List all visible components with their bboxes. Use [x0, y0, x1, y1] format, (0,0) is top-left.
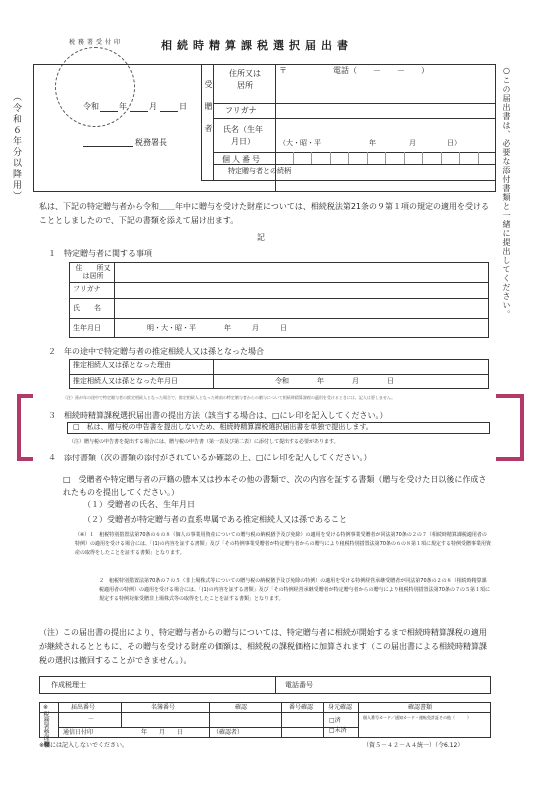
office-r2b: 年 月 日	[141, 729, 184, 736]
section3-option[interactable]: □ 私は、贈与税の申告書を提出しないため、相続時精算課税選択届出書を単独で提出します。	[73, 423, 373, 431]
date-year: 年	[119, 102, 127, 111]
intro-text: 私は、下記の特定贈与者から令和＿＿年中に贈与を受けた財産については、相続税法第21条の９第１項の規定の適用を受けることとしましたので、下記の書類を添えて届け出ます。	[39, 202, 490, 225]
form-paper: 税務署受付印 相続時精算課税選択届出書 令和 年 月 日 税務署長 受贈者 住所又は居所 〒 電話（ － － ） フリガナ 氏名（生年月日） （大・昭・平 年 月 日） 個人番号 特定贈与者との続柄 私は、下記の特定贈与者から令和＿＿年中に贈与を受けた財産については、相続税法第21条の９第１項の規定の適用を受けることとしましたので、下記の書類を添えて届け出ます。 記 １ 特定贈与者に関する事項 住 所又は居所 フリガナ 氏 名 生年月日 明・大・昭・平 年 月 日 ２ 年の途中で特定贈与者の推定相続人又は孫となった場合 推定相続人又は孫となった理由 推定相続人又は孫となった年月日 令和 年 月 日 （注）孫が年の途中で特定贈与者の推定相続人となった場合で、推定相続人となった時前の特定贈与者からの贈与について相続時精算課税の適用を受けるときには、記入は要しません。 ３ 相続時精算課税選択届出書の提出方法（該当する場合は、□にレ印を記入してください。） □ 私は、贈与税の申告書を提出しないため、相続時精算課税選択届出書を単独で提出します。 （注）贈与税の申告書を提出する場合には、贈与税の申告書（第一表及び第二表）に添付して提出する必要があります。 ４ 添付書類（次の書類の添付がされているか確認の上、□にレ印を記入してください。） □ 受贈者や特定贈与者の戸籍の謄本又は抄本その他の書類で、次の内容を証する書類（贈与を受けた日以後に作成されたものを提出してください。） （１）受贈者の氏名、生年月日 （２）受贈者が特定贈与者の直系卑属である推定相続人又は孫であること （※）１ 租税特別措置法第70条の６の８（個人の事業用資産についての贈与税の納税猶予及び免除）の適用を受ける特例事業受贈者が同法第70条の２の７（相続時精算課税適用者の特例）の適用を受ける場合には、「(1)の内容を証する書類」及び「その特例事業受贈者が特定贈与者からの贈与により租税特別措置法第70条の６の８第１項に規定する特例受贈事業用資産の取得をしたことを証する書類」となります。 ２ 租税特別措置法第70条の７の５（非上場株式等についての贈与税の納税猶予及び免除の特例）の適用を受ける特例経営承継受贈者が同法第70条の２の８（相続時精算課税適用者の特例）の適用を受ける場合には、「(1)の内容を証する書類」及び「その特例経営承継受贈者が特定贈与者からの贈与により租税特別措置法第70条の７の５第１項に規定する特例対象受贈非上場株式等の取得をしたことを証する書類」となります。 （注）この届出書の提出により、特定贈与者からの贈与については、特定贈与者に相続が開始するまで相続時精算課税の適用が継続されるとともに、その贈与を受ける財産の価額は、相続税の課税価格に加算されます（この届出書による相続時精算課税の選択は撤回することができません。）。 作成税理士 電話番号 ※税務署整理欄 届出番号 名簿番号 確認 番号確認 身元確認 確認書類 － 通信日付印 年 月 日 （確認者） □済 □未済 個人番号カード／通知カード・運転免許証その他（ ） ※欄には記入しないでください。 （資５－４２－Ａ４統一）（令6.12）	[33, 28, 496, 793]
date-month: 月	[149, 102, 157, 111]
recipient-group-label: 受贈者	[204, 80, 213, 146]
section4-note2: ２ 租税特別措置法第70条の７の５（非上場株式等についての贈与税の納税猶予及び免除の特例）の適用を受ける特例経営承継受贈者が同法第70条の２の８（相続時精算課税適用者の特例）の適用を受ける場合には、「(1)の内容を証する書類」及び「その特例経営承継受贈者が特定贈与者からの贈与により租税特別措置法第70条の７の５第１項に規定する特例対象受贈非上場株式等の取得をしたことを証する書類」となります。	[99, 578, 490, 602]
tax-office-label: 税務署長	[135, 138, 167, 147]
section2-title: ２ 年の途中で特定贈与者の推定相続人又は孫となった場合	[48, 347, 264, 356]
preparer-label: 作成税理士	[51, 681, 86, 689]
right-margin-text: ○この届出書は、必要な添付書類と一緒に提出してください。	[502, 66, 511, 319]
office-check1[interactable]: □済	[329, 717, 341, 724]
individual-number-cells[interactable]	[275, 152, 496, 164]
address-label: 住所又は居所	[229, 69, 261, 90]
date-era: 令和	[83, 102, 99, 111]
s1-birth-value: 明・大・昭・平 年 月 日	[147, 324, 287, 332]
office-doc-note: 個人番号カード／通知カード・運転免許証その他（ ）	[363, 715, 471, 720]
furigana-label: フリガナ	[225, 106, 257, 115]
section1-title: １ 特定贈与者に関する事項	[48, 249, 152, 258]
s1-furigana-label: フリガナ	[73, 285, 101, 293]
footer-left: ※欄には記入しないでください。	[39, 742, 129, 749]
left-margin-text: （令和６年分以降用）	[11, 92, 21, 202]
office-dash: －	[88, 716, 95, 723]
office-h4: 番号確認	[289, 704, 314, 711]
section3-note: （注）贈与税の申告書を提出する場合には、贈与税の申告書（第一表及び第二表）に添付して提出する必要があります。	[69, 439, 339, 445]
office-h1: 届出番号	[71, 704, 96, 711]
office-side-label: ※税務署整理欄	[42, 704, 49, 747]
relation-label: 特定贈与者との続柄	[228, 167, 291, 175]
office-h6: 確認書類	[408, 704, 433, 711]
s1-birth-label: 生年月日	[73, 324, 101, 332]
office-h3: 確認	[235, 704, 248, 711]
section4-item1: （１）受贈者の氏名、生年月日	[83, 500, 195, 509]
s1-name-label: 氏 名	[73, 304, 101, 312]
s2-reason-label: 推定相続人又は孫となった理由	[73, 361, 171, 369]
office-h5: 身元確認	[328, 704, 353, 711]
form-title: 相続時精算課税選択届出書	[161, 39, 353, 52]
recipient-name-label: 氏名（生年月日）	[223, 125, 263, 146]
section4-check[interactable]: □ 受贈者や特定贈与者の戸籍の謄本又は抄本その他の書類で、次の内容を証する書類（贈与を受けた日以後に作成されたものを提出してください。）	[63, 475, 487, 497]
section4-item2: （２）受贈者が特定贈与者の直系卑属である推定相続人又は孫であること	[83, 515, 347, 524]
date-day: 日	[179, 102, 187, 111]
phone-label: 電話（ － － ）	[333, 66, 429, 75]
final-note: （注）この届出書の提出により、特定贈与者からの贈与については、特定贈与者に相続が開始するまで相続時精算課税の適用が継続されるとともに、その贈与を受ける財産の価額は、相続税の課税価格に加算されます（この届出書による相続時精算課税の選択は撤回することができません。）。	[39, 628, 487, 665]
section4-note1: （※）１ 租税特別措置法第70条の６の８（個人の事業用資産についての贈与税の納税猶予及び免除）の適用を受ける特例事業受贈者が同法第70条の２の７（相続時精算課税適用者の特例）の適用を受ける場合には、「(1)の内容を証する書類」及び「その特例事業受贈者が特定贈与者からの贈与により租税特別措置法第70条の６の８第１項に規定する特例受贈事業用資産の取得をしたことを証する書類」となります。	[75, 532, 491, 556]
office-h2: 名簿番号	[151, 704, 176, 711]
preparer-row	[39, 676, 491, 694]
preparer-phone-label: 電話番号	[285, 681, 313, 689]
section3-title: ３ 相続時精算課税選択届出書の提出方法（該当する場合は、□にレ印を記入してください。）	[48, 411, 388, 420]
office-r2a: 通信日付印	[63, 729, 94, 736]
s1-address-label: 住 所又は居所	[75, 264, 111, 280]
s2-date-value: 令和 年 月 日	[275, 377, 394, 385]
section2-note: （注）孫が年の途中で特定贈与者の推定相続人となった場合で、推定相続人となった時前の特定贈与者からの贈与について相続時精算課税の適用を受けるときには、記入は要しません。	[63, 395, 396, 400]
postal-mark: 〒	[279, 66, 287, 75]
s2-date-label: 推定相続人又は孫となった年月日	[73, 377, 178, 385]
office-r2c: （確認者）	[213, 729, 244, 736]
section4-title: ４ 添付書類（次の書類の添付がされているか確認の上、□にレ印を記入してください。）	[48, 454, 372, 462]
office-check2[interactable]: □未済	[329, 727, 347, 734]
individual-number-label: 個人番号	[222, 155, 262, 164]
receipt-stamp-label: 税務署受付印	[69, 39, 124, 46]
birth-eras: （大・昭・平	[279, 139, 321, 147]
footer-right: （資５－４２－Ａ４統一）（令6.12）	[363, 742, 464, 749]
ki-label: 記	[257, 233, 265, 242]
